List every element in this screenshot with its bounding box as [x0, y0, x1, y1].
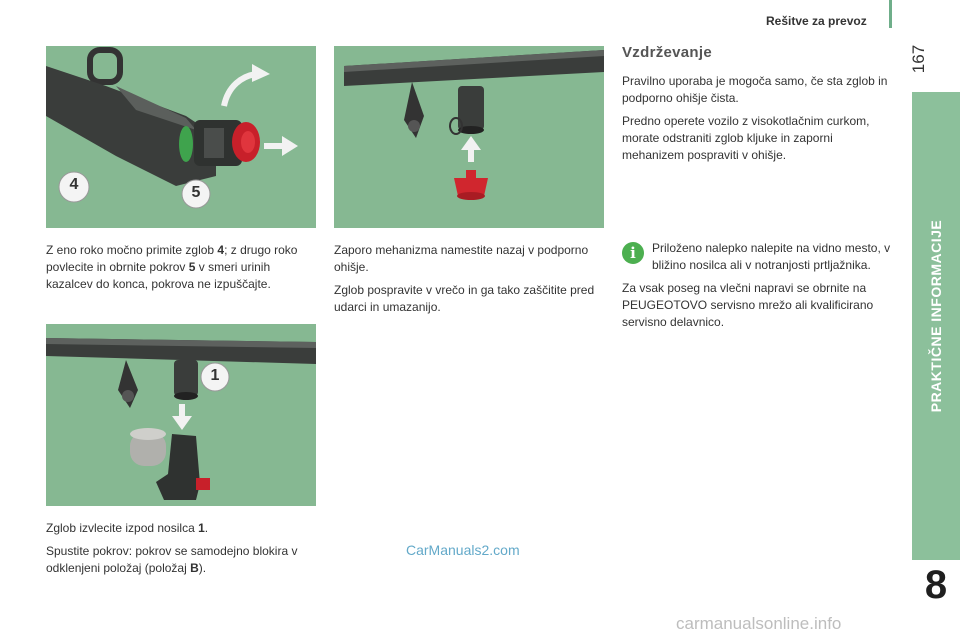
caption-text: Zglob izvlecite izpod nosilca: [46, 521, 199, 535]
caption-ref-b: B: [190, 561, 199, 575]
note-paragraph: Za vsak poseg na vlečni napravi se obrnite na PEUGEOTOVO servisno mrežo ali kvalificirano servisno delavnico.: [622, 281, 874, 329]
page-header-title: Rešitve za prevoz: [766, 14, 867, 28]
chapter-title: PRAKTIČNE INFORMACIJE: [928, 219, 944, 413]
watermark-text: carmanualsonline.info: [676, 614, 842, 633]
caption-ref-4: 4: [217, 243, 225, 257]
caption-ref-5: 5: [188, 260, 196, 274]
caption-text: Z eno roko močno primite zglob: [46, 243, 218, 257]
info-icon: i: [622, 242, 644, 264]
callout-4: 4: [69, 176, 79, 193]
caption-paragraph: [46, 543, 318, 577]
caption-ref-1: 1: [198, 521, 205, 535]
caption-text: ).: [198, 561, 207, 575]
caption-paragraph: [46, 242, 318, 293]
watermark-link[interactable]: CarManuals2.com: [406, 542, 520, 558]
caption-paragraph: [46, 520, 318, 537]
section-paragraph: Predno operete vozilo z visokotlačnim curkom, morate odstraniti zglob kljuke in zaporni mehanizem pospraviti v ohišje.: [622, 114, 870, 162]
caption-text: .: [204, 521, 209, 535]
maintenance-section: [622, 44, 892, 170]
header-accent-bar: [889, 0, 892, 28]
caption-text: ; z drugo roko povlecite in obrnite pokrov: [46, 243, 298, 274]
chapter-side-tab: [912, 92, 960, 560]
section-paragraph: Pravilno uporaba je mogoča samo, če sta zglob in podporno ohišje čista.: [622, 74, 888, 105]
caption-text: v smeri urinih kazalcev do konca, pokrova ne izpuščajte.: [46, 260, 271, 291]
callout-5: 5: [191, 184, 201, 201]
caption-ball-joint-lock: [46, 242, 318, 299]
callout-1: 1: [210, 367, 220, 384]
figure-ball-joint-removal: [46, 324, 316, 506]
info-note: [622, 240, 892, 337]
figure-lock-housing: [334, 46, 604, 228]
caption-ball-joint-removal: [46, 520, 318, 583]
caption-paragraph: Zaporo mehanizma namestite nazaj v podporno ohišje.: [334, 243, 589, 274]
figure-ball-joint-lock: [46, 46, 316, 228]
section-heading: Vzdrževanje: [622, 44, 713, 61]
page-number: 167: [909, 44, 928, 74]
caption-lock-housing: [334, 242, 606, 322]
caption-paragraph: Zglob pospravite v vrečo in ga tako zaščitite pred udarci in umazanijo.: [334, 283, 595, 314]
chapter-number: 8: [924, 563, 948, 607]
caption-text: Spustite pokrov: pokrov se samodejno blokira v odklenjeni položaj (položaj: [46, 544, 298, 575]
note-paragraph: Priloženo nalepko nalepite na vidno mesto, v bližino nosilca ali v notranjosti prtljažnika.: [652, 241, 891, 272]
